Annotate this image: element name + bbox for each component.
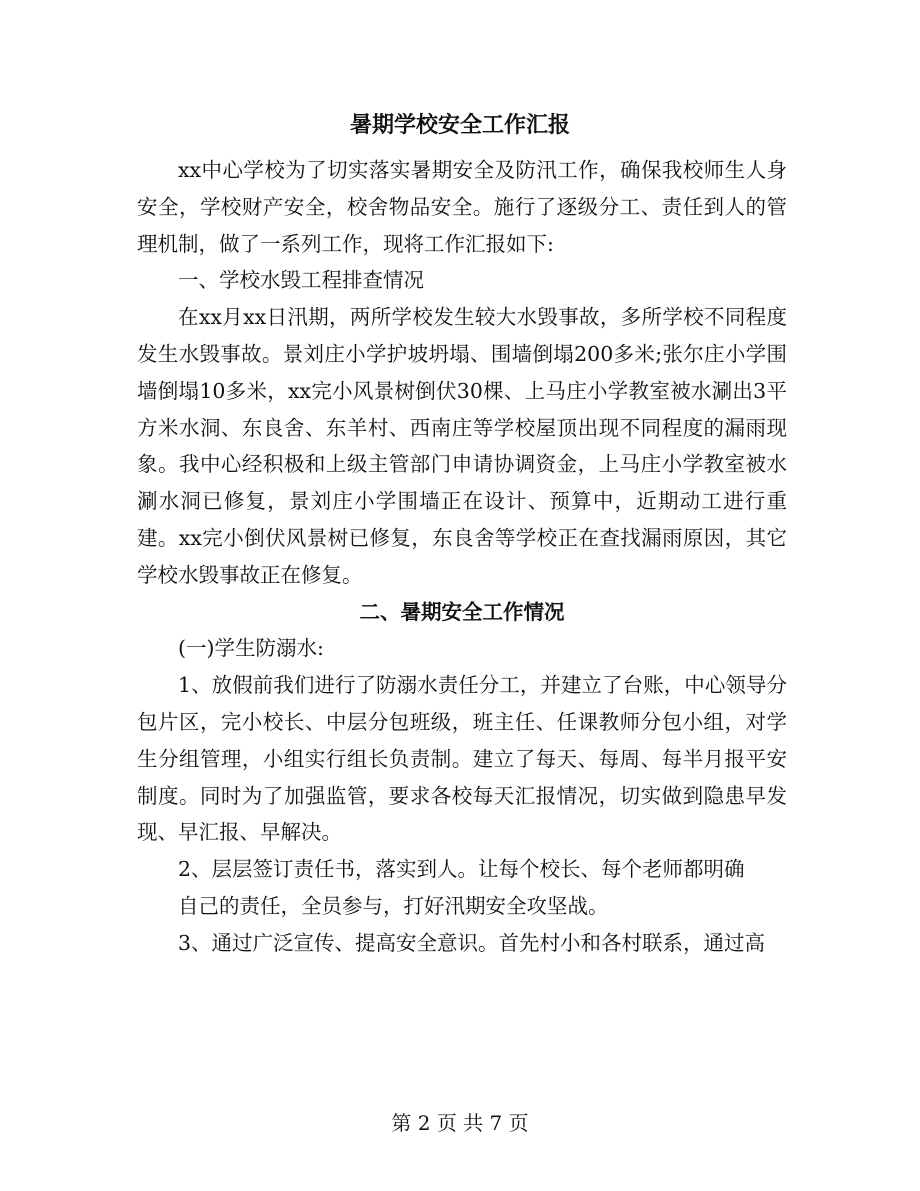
document-body [137, 152, 787, 962]
section-heading-2: 二、暑期安全工作情况 [359, 599, 565, 624]
item-1-paragraph: 1、放假前我们进行了防溺水责任分工，并建立了台账，中心领导分包片区，完小校长、中层分包班级，班主任、任课教师分包小组，对学生分组管理，小组实行组长负责制。建立了每天、每周、每半月报平安制度。同时为了加强监管，要求各校每天汇报情况，切实做到隐患早发现、早汇报、早解决。 [137, 673, 787, 845]
subsection-heading: (一)学生防溺水: [178, 636, 324, 661]
document-title: 暑期学校安全工作汇报 [349, 112, 570, 138]
flood-damage-paragraph: 在xx月xx日汛期，两所学校发生较大水毁事故，多所学校不同程度发生水毁事故。景刘庄小学护坡坍塌、围墙倒塌200多米;张尔庄小学围墙倒塌10多米，xx完小风景树倒伏30棵、上马庄小学教室被水涮出3平方米水洞、东良舍、东羊村、西南庄等学校屋顶出现不同程度的漏雨现象。我中心经积极和上级主管部门申请协调资金，上马庄小学教室被水涮水洞已修复，景刘庄小学围墙正在设计、预算中，近期动工进行重建。xx完小倒伏风景树已修复，东良舍等学校正在查找漏雨原因，其它学校水毁事故正在修复。 [137, 305, 787, 587]
item-3-paragraph: 3、通过广泛宣传、提高安全意识。首先村小和各村联系，通过高 [178, 930, 766, 955]
page-footer: 第 2 页 共 7 页 [391, 1111, 529, 1135]
item-2-continuation: 自己的责任，全员参与，打好汛期安全攻坚战。 [178, 893, 609, 918]
section-heading-1: 一、学校水毁工程排查情况 [178, 268, 424, 293]
item-2-paragraph: 2、层层签订责任书，落实到人。让每个校长、每个老师都明确 [178, 857, 745, 882]
intro-paragraph: xx中心学校为了切实落实暑期安全及防汛工作，确保我校师生人身安全，学校财产安全，校舍物品安全。施行了逐级分工、责任到人的管理机制，做了一系列工作，现将工作汇报如下: [137, 158, 787, 256]
